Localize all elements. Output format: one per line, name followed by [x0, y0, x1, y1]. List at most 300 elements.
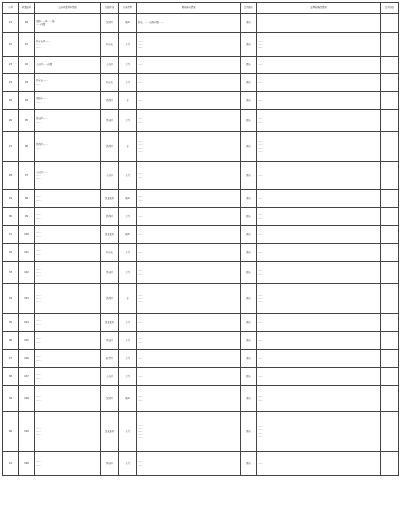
- cell-description-line: ……: [36, 322, 41, 326]
- cell-description-line: ……: [36, 376, 41, 380]
- cell-description-line: ……: [36, 270, 41, 274]
- cell-survey-line: ……: [138, 293, 143, 297]
- cell-survey: [137, 190, 241, 208]
- cell-survey: [137, 244, 241, 262]
- cell-handling-line: ……: [258, 196, 263, 200]
- cell-survey: [137, 368, 241, 386]
- cell-verified: 属实: [241, 332, 257, 350]
- cell-closed: [381, 57, 399, 74]
- cell-description: [35, 92, 101, 110]
- cell-closed: [381, 208, 399, 226]
- cell-closed: [381, 284, 399, 314]
- cell-closed: [381, 14, 399, 33]
- cell-pollution-type: 噪声: [119, 226, 137, 244]
- cell-code: X10: [19, 226, 35, 244]
- cell-verified: 属实: [241, 162, 257, 190]
- cell-index: 23: [3, 57, 19, 74]
- cell-handling-line: ……: [258, 293, 263, 297]
- cell-index: 40: [3, 412, 19, 452]
- cell-survey-line: ……: [138, 143, 143, 147]
- cell-code: X14: [19, 314, 35, 332]
- cell-pollution-type: 水: [119, 284, 137, 314]
- cell-handling-line: ……: [258, 120, 263, 124]
- table-row: [3, 386, 399, 412]
- cell-pollution-type: 噪声: [119, 386, 137, 412]
- cell-verified: 属实: [241, 386, 257, 412]
- cell-survey-line: ……: [138, 98, 143, 102]
- cell-handling: [257, 33, 381, 57]
- cell-handling-line: ……: [258, 398, 263, 402]
- cell-region: 大东区: [101, 368, 119, 386]
- cell-handling-line: ……: [258, 434, 263, 438]
- cell-closed: [381, 452, 399, 476]
- cell-pollution-type: 大气: [119, 452, 137, 476]
- cell-description: [35, 350, 101, 368]
- cell-description-line: 沈阳……区……局: [36, 19, 55, 23]
- cell-survey: [137, 226, 241, 244]
- cell-handling-line: ……: [258, 63, 263, 67]
- cell-description-line: ……: [36, 267, 41, 271]
- cell-survey-line: ……: [138, 269, 143, 273]
- cell-survey: [137, 412, 241, 452]
- cell-index: 38: [3, 368, 19, 386]
- cell-handling: [257, 14, 381, 33]
- cell-description: [35, 57, 101, 74]
- cell-closed: [381, 33, 399, 57]
- col-header-verified: 是否属实: [241, 3, 257, 14]
- cell-pollution-type: 大气: [119, 244, 137, 262]
- cell-index: 26: [3, 110, 19, 132]
- cell-description-line: ……: [36, 177, 41, 181]
- cell-code: X12: [19, 262, 35, 284]
- cell-description-line: ……: [36, 213, 41, 217]
- cell-survey: [137, 92, 241, 110]
- cell-survey-line: ……: [138, 356, 143, 360]
- cell-survey-line: ……: [138, 398, 143, 402]
- cell-region: 苏家屯: [101, 33, 119, 57]
- cell-handling: [257, 162, 381, 190]
- cell-survey-line: ……: [138, 146, 143, 150]
- col-header-description: 交办问题基本情况: [35, 3, 101, 14]
- cell-handling-line: ……: [258, 428, 263, 432]
- cell-closed: [381, 350, 399, 368]
- cell-handling: [257, 262, 381, 284]
- cell-description: [35, 386, 101, 412]
- cell-survey: [137, 74, 241, 92]
- table-row: [3, 244, 399, 262]
- cell-verified: 属实: [241, 132, 257, 162]
- cell-code: X9: [19, 208, 35, 226]
- cell-description: [35, 132, 101, 162]
- cell-description-line: ……: [36, 249, 41, 253]
- cell-code: X6: [19, 132, 35, 162]
- cell-description-line: ……: [36, 274, 41, 278]
- cell-description-line: ……问题: [36, 23, 46, 26]
- cell-handling-line: ……: [258, 39, 263, 43]
- cell-verified: 属实: [241, 14, 257, 33]
- cell-region: 沈北新区: [101, 314, 119, 332]
- cell-region: 沈北新区: [101, 190, 119, 208]
- table-row: [3, 452, 399, 476]
- cell-survey-line: ……: [138, 63, 143, 67]
- table-row: [3, 262, 399, 284]
- cell-pollution-type: 噪声: [119, 14, 137, 33]
- cell-closed: [381, 110, 399, 132]
- cell-handling-line: ……: [258, 296, 263, 300]
- cell-description: [35, 244, 101, 262]
- cell-code: X8: [19, 190, 35, 208]
- cell-handling-line: ……: [258, 216, 263, 220]
- cell-index: 25: [3, 92, 19, 110]
- cell-handling-line: ……: [258, 431, 263, 435]
- cell-survey-line: ……: [138, 172, 143, 176]
- table-row: [3, 92, 399, 110]
- page: [2, 2, 398, 476]
- cell-region: 沈北新区: [101, 412, 119, 452]
- cell-description-line: ……: [36, 460, 41, 464]
- table-row: [3, 226, 399, 244]
- cell-description-line: ……: [36, 300, 41, 304]
- cell-description-line: ……: [36, 355, 41, 359]
- cell-code: X3: [19, 74, 35, 92]
- cell-survey-line: ……: [138, 140, 143, 144]
- cell-index: 29: [3, 190, 19, 208]
- cell-handling: [257, 284, 381, 314]
- cell-survey-line: ……: [138, 214, 143, 218]
- cell-survey-line: ……: [138, 374, 143, 378]
- cell-description-line: 大东区……问题: [36, 63, 53, 67]
- cell-region: 沈河区: [101, 14, 119, 33]
- cell-pollution-type: 大气: [119, 314, 137, 332]
- table-row: [3, 132, 399, 162]
- cell-index: 27: [3, 132, 19, 162]
- cell-survey: [137, 350, 241, 368]
- cell-description-line: ……: [36, 337, 41, 341]
- cell-handling-line: ……: [258, 338, 263, 342]
- cell-pollution-type: 大气: [119, 74, 137, 92]
- cell-survey-line: ……: [138, 195, 143, 199]
- cell-verified: 属实: [241, 226, 257, 244]
- cell-closed: [381, 386, 399, 412]
- case-table: [2, 2, 399, 476]
- cell-survey: [137, 33, 241, 57]
- table-row: [3, 57, 399, 74]
- cell-survey-line: ……: [138, 337, 143, 341]
- cell-description-line: ……: [36, 82, 41, 86]
- cell-survey-line: ……: [138, 340, 143, 344]
- cell-description-line: 浑南区……: [36, 117, 48, 121]
- cell-code: X17: [19, 368, 35, 386]
- cell-survey-line: ……: [138, 429, 143, 433]
- cell-handling: [257, 132, 381, 162]
- cell-verified: 属实: [241, 368, 257, 386]
- cell-region: 大东区: [101, 162, 119, 190]
- table-row: [3, 110, 399, 132]
- cell-handling: [257, 350, 381, 368]
- cell-verified: 属实: [241, 33, 257, 57]
- cell-code: X5: [19, 110, 35, 132]
- cell-description-line: ……: [36, 433, 41, 437]
- cell-pollution-type: 大气: [119, 368, 137, 386]
- cell-description: [35, 226, 101, 244]
- cell-closed: [381, 92, 399, 110]
- cell-survey-line: 经查，……反映问题……: [138, 21, 164, 25]
- cell-index: 21: [3, 14, 19, 33]
- cell-index: 35: [3, 314, 19, 332]
- cell-description-line: ……: [36, 319, 41, 323]
- cell-description-line: ……: [36, 195, 41, 199]
- cell-survey-line: ……: [138, 460, 143, 464]
- cell-description-line: ……: [36, 42, 41, 46]
- cell-survey: [137, 262, 241, 284]
- cell-code: X4: [19, 92, 35, 110]
- cell-index: 24: [3, 74, 19, 92]
- cell-survey: [137, 332, 241, 350]
- cell-verified: 属实: [241, 208, 257, 226]
- cell-survey-line: ……: [138, 433, 143, 437]
- cell-verified: 属实: [241, 110, 257, 132]
- cell-survey-line: ……: [138, 426, 143, 430]
- cell-handling-line: ……: [258, 320, 263, 324]
- cell-verified: 属实: [241, 92, 257, 110]
- cell-description-line: ……: [36, 426, 41, 430]
- cell-region: 铁西区: [101, 92, 119, 110]
- cell-handling-line: ……: [258, 250, 263, 254]
- cell-region: 铁西区: [101, 132, 119, 162]
- cell-handling: [257, 244, 381, 262]
- cell-closed: [381, 132, 399, 162]
- cell-survey-line: ……: [138, 120, 143, 124]
- cell-index: 39: [3, 386, 19, 412]
- table-row: [3, 314, 399, 332]
- cell-survey-line: ……: [138, 149, 143, 153]
- cell-description-line: 苏家屯区……: [36, 39, 50, 43]
- cell-handling-line: ……: [258, 46, 263, 50]
- col-header-survey: 调查核实情况: [137, 3, 241, 14]
- cell-description-line: ……: [36, 293, 41, 297]
- cell-description-line: 大东区……: [36, 170, 48, 174]
- cell-survey: [137, 208, 241, 226]
- cell-survey: [137, 162, 241, 190]
- cell-verified: 属实: [241, 452, 257, 476]
- cell-description-line: ……: [36, 296, 41, 300]
- cell-survey-line: ……: [138, 42, 143, 46]
- cell-handling: [257, 57, 381, 74]
- cell-handling-line: ……: [258, 272, 263, 276]
- cell-pollution-type: 大气: [119, 57, 137, 74]
- cell-index: 33: [3, 262, 19, 284]
- cell-region: 浑南区: [101, 452, 119, 476]
- cell-description-line: ……: [36, 463, 41, 467]
- cell-survey-line: ……: [138, 395, 143, 399]
- cell-code: X11: [19, 244, 35, 262]
- cell-closed: [381, 244, 399, 262]
- cell-survey-line: ……: [138, 272, 143, 276]
- col-header-index: 序号: [3, 3, 19, 14]
- cell-region: 铁西区: [101, 208, 119, 226]
- table-row: [3, 162, 399, 190]
- cell-description-line: ……: [36, 46, 41, 50]
- cell-handling-line: ……: [258, 269, 263, 273]
- cell-closed: [381, 74, 399, 92]
- cell-verified: 属实: [241, 262, 257, 284]
- cell-handling-line: ……: [258, 461, 263, 465]
- cell-handling-line: ……: [258, 374, 263, 378]
- table-row: [3, 350, 399, 368]
- cell-description-line: ……: [36, 373, 41, 377]
- cell-description: [35, 162, 101, 190]
- cell-handling: [257, 314, 381, 332]
- table-row: [3, 190, 399, 208]
- cell-code: X19: [19, 412, 35, 452]
- cell-closed: [381, 262, 399, 284]
- cell-verified: 属实: [241, 74, 257, 92]
- table-row: [3, 412, 399, 452]
- cell-handling-line: ……: [258, 213, 263, 217]
- cell-description-line: ……: [36, 100, 41, 104]
- cell-survey-line: ……: [138, 436, 143, 440]
- cell-verified: 属实: [241, 412, 257, 452]
- cell-code: X16: [19, 350, 35, 368]
- cell-pollution-type: 大气: [119, 208, 137, 226]
- cell-handling: [257, 452, 381, 476]
- cell-handling-line: ……: [258, 98, 263, 102]
- cell-pollution-type: 噪声: [119, 190, 137, 208]
- cell-handling: [257, 412, 381, 452]
- cell-description-line: 苏家屯……: [36, 79, 48, 83]
- table-header-row: [3, 3, 399, 14]
- cell-description: [35, 74, 101, 92]
- cell-description: [35, 314, 101, 332]
- cell-description-line: ……: [36, 358, 41, 362]
- cell-description: [35, 452, 101, 476]
- cell-closed: [381, 332, 399, 350]
- cell-description-line: ……: [36, 231, 41, 235]
- cell-region: 大东区: [101, 57, 119, 74]
- cell-survey-line: ……: [138, 175, 143, 179]
- cell-closed: [381, 190, 399, 208]
- cell-handling: [257, 190, 381, 208]
- col-header-region: 行政区域: [101, 3, 119, 14]
- cell-code: X13: [19, 284, 35, 314]
- cell-handling: [257, 74, 381, 92]
- cell-code: D1: [19, 14, 35, 33]
- cell-closed: [381, 314, 399, 332]
- cell-pollution-type: 大气: [119, 332, 137, 350]
- cell-region: 浑南区: [101, 332, 119, 350]
- cell-handling-line: ……: [258, 143, 263, 147]
- cell-survey-line: ……: [138, 300, 143, 304]
- cell-closed: [381, 412, 399, 452]
- cell-survey: [137, 14, 241, 33]
- cell-handling: [257, 226, 381, 244]
- cell-closed: [381, 162, 399, 190]
- cell-survey-line: ……: [138, 463, 143, 467]
- cell-index: 31: [3, 226, 19, 244]
- cell-code: X18: [19, 386, 35, 412]
- table-row: [3, 368, 399, 386]
- cell-index: 36: [3, 332, 19, 350]
- cell-handling-line: ……: [258, 42, 263, 46]
- cell-description-line: ……: [36, 216, 41, 220]
- cell-pollution-type: 大气: [119, 262, 137, 284]
- cell-handling-line: ……: [258, 232, 263, 236]
- cell-handling-line: ……: [258, 140, 263, 144]
- cell-survey: [137, 452, 241, 476]
- col-header-pollution-type: 污染类型: [119, 3, 137, 14]
- cell-pollution-type: 大气: [119, 33, 137, 57]
- col-header-handling: 处理和整改情况: [257, 3, 381, 14]
- cell-pollution-type: 大气: [119, 350, 137, 368]
- cell-verified: 属实: [241, 350, 257, 368]
- cell-handling-line: ……: [258, 395, 263, 399]
- cell-verified: 属实: [241, 244, 257, 262]
- cell-code: X2: [19, 57, 35, 74]
- cell-index: 34: [3, 284, 19, 314]
- cell-description-line: 沈阳市……: [36, 97, 48, 101]
- cell-pollution-type: 水: [119, 132, 137, 162]
- cell-description-line: ……: [36, 398, 41, 402]
- cell-handling-line: ……: [258, 300, 263, 304]
- col-header-closed: 是否办结: [381, 3, 399, 14]
- col-header-code: 问题编号: [19, 3, 35, 14]
- cell-description: [35, 14, 101, 33]
- cell-survey-line: ……: [138, 250, 143, 254]
- cell-index: 28: [3, 162, 19, 190]
- cell-handling: [257, 92, 381, 110]
- cell-region: 苏家屯: [101, 74, 119, 92]
- cell-pollution-type: 大气: [119, 412, 137, 452]
- cell-survey: [137, 314, 241, 332]
- cell-handling-line: ……: [258, 149, 263, 153]
- cell-survey: [137, 57, 241, 74]
- cell-index: 22: [3, 33, 19, 57]
- cell-handling: [257, 332, 381, 350]
- cell-verified: 属实: [241, 190, 257, 208]
- cell-handling: [257, 110, 381, 132]
- cell-description: [35, 190, 101, 208]
- table-row: [3, 74, 399, 92]
- cell-region: 浑南区: [101, 110, 119, 132]
- cell-code: X15: [19, 332, 35, 350]
- cell-region: 苏家屯: [101, 244, 119, 262]
- cell-code: X1: [19, 33, 35, 57]
- cell-handling-line: ……: [258, 117, 263, 121]
- cell-region: 沈北新区: [101, 226, 119, 244]
- table-row: [3, 14, 399, 33]
- cell-survey-line: ……: [138, 117, 143, 121]
- cell-description-line: ……: [36, 340, 41, 344]
- cell-survey: [137, 132, 241, 162]
- cell-description-line: ……: [36, 120, 41, 124]
- cell-region: 铁西区: [101, 284, 119, 314]
- cell-index: 37: [3, 350, 19, 368]
- cell-handling-line: ……: [258, 173, 263, 177]
- cell-handling: [257, 368, 381, 386]
- cell-survey-line: ……: [138, 80, 143, 84]
- cell-description-line: 铁西区……: [36, 143, 48, 147]
- cell-survey-line: ……: [138, 296, 143, 300]
- table-row: [3, 332, 399, 350]
- cell-survey: [137, 386, 241, 412]
- cell-description-line: ……: [36, 429, 41, 433]
- cell-survey-line: ……: [138, 46, 143, 50]
- cell-handling-line: ……: [258, 425, 263, 429]
- cell-survey: [137, 110, 241, 132]
- cell-pollution-type: 大气: [119, 110, 137, 132]
- table-row: [3, 33, 399, 57]
- cell-region: 浑南区: [101, 262, 119, 284]
